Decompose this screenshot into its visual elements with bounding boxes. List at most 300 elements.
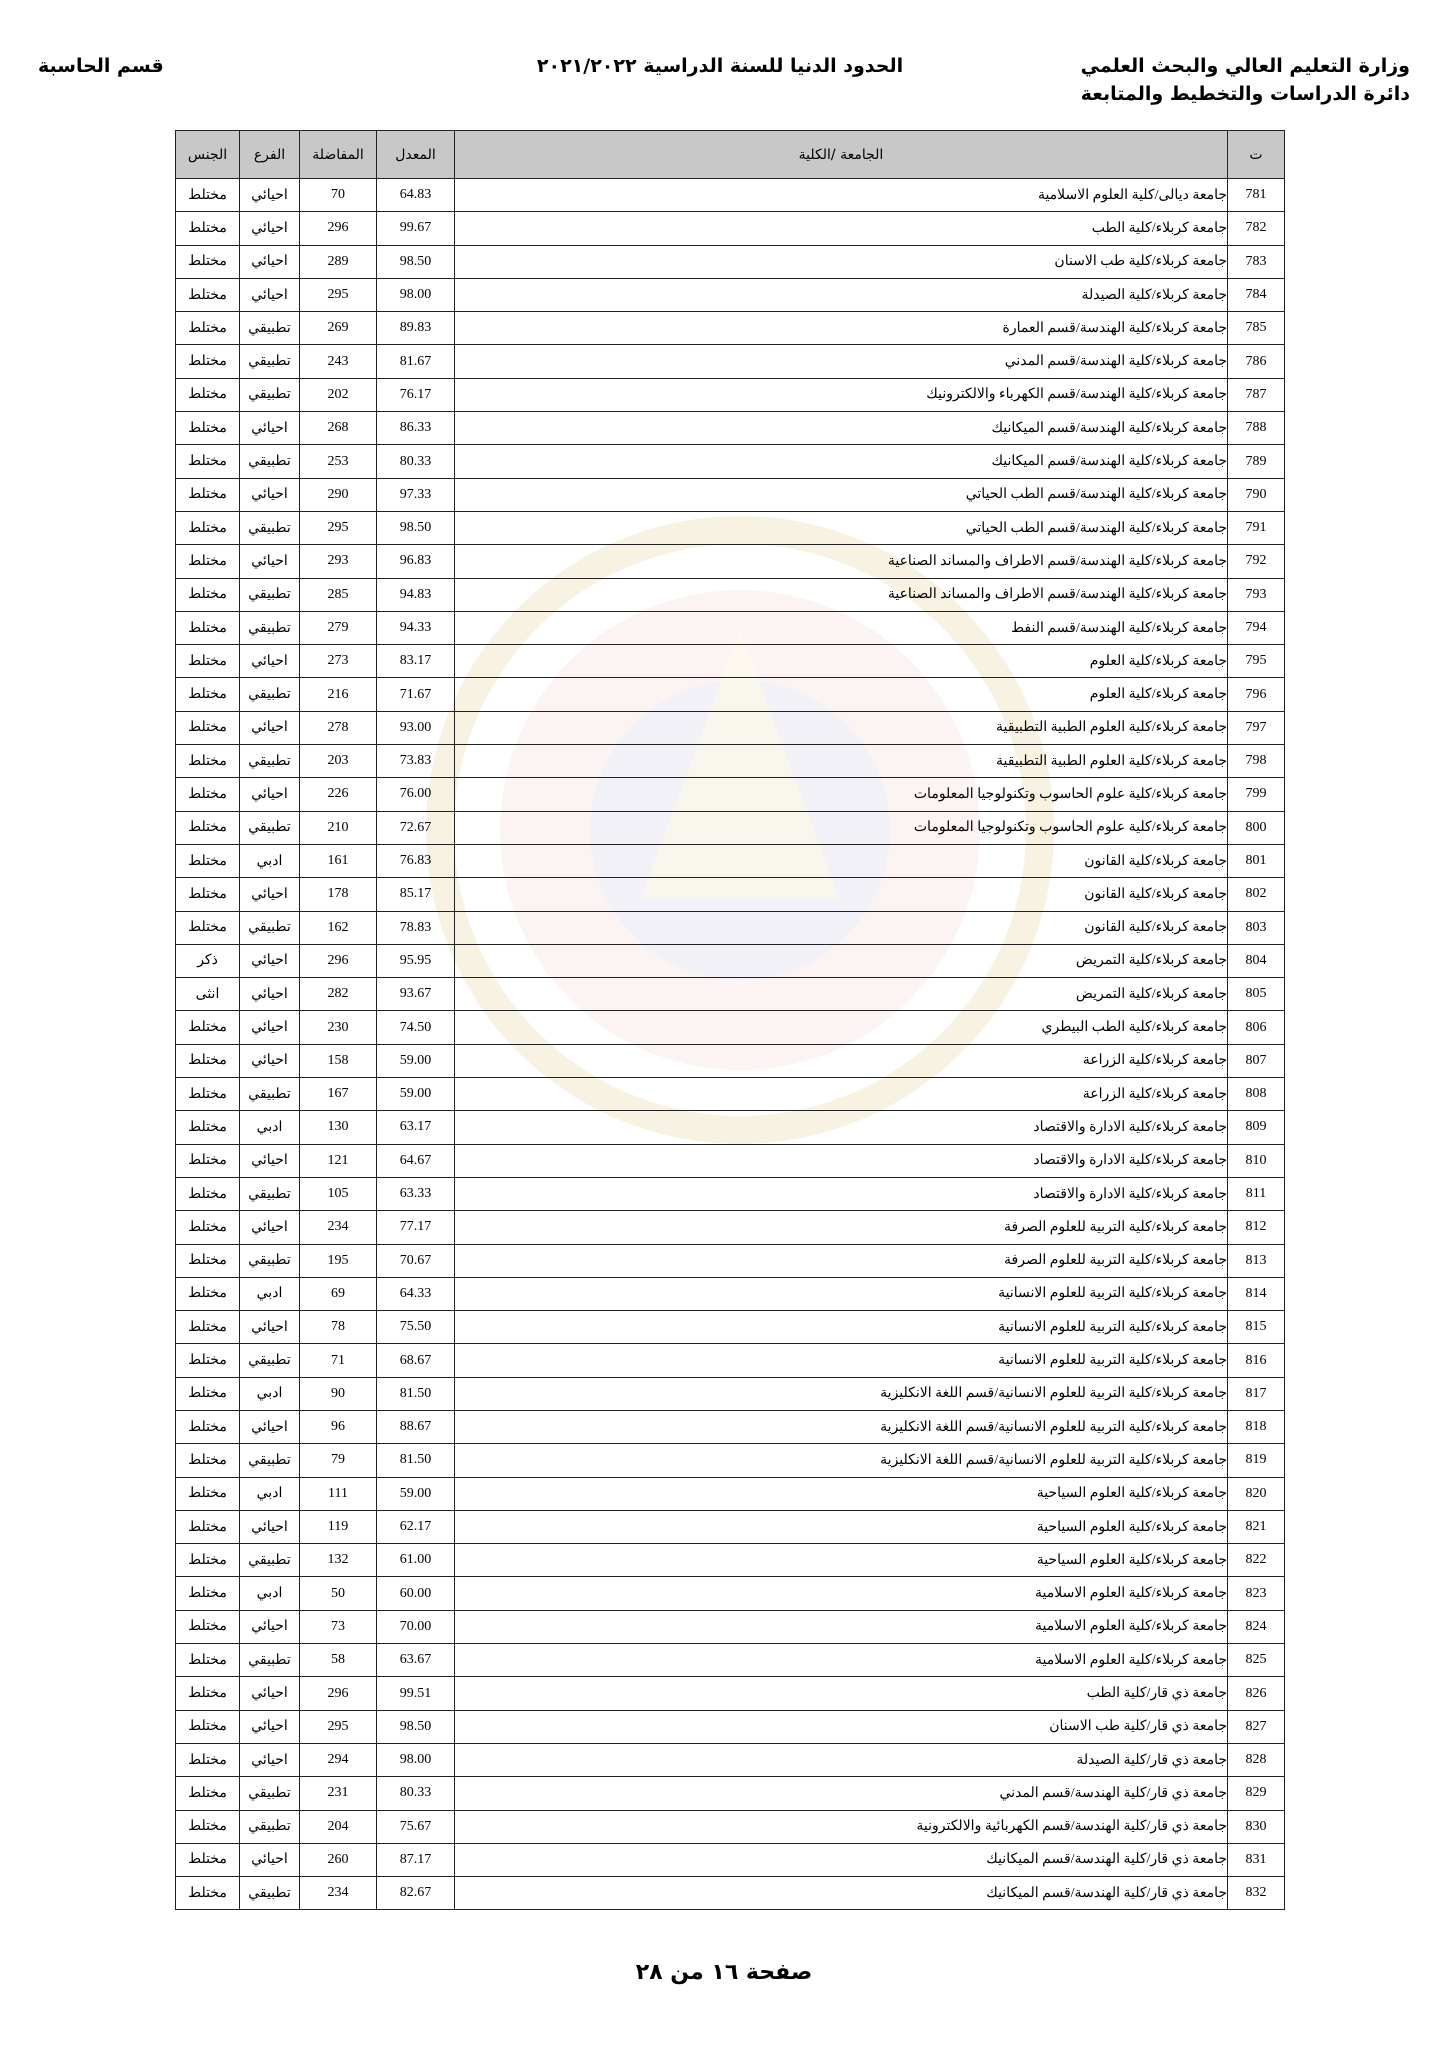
cell-num: 829 xyxy=(1228,1777,1285,1810)
table-row xyxy=(176,944,1285,977)
cell-branch: ادبي xyxy=(240,1277,300,1310)
cell-avg: 64.67 xyxy=(377,1144,455,1177)
table-row xyxy=(176,1277,1285,1310)
table-row xyxy=(176,844,1285,877)
cell-avg: 98.00 xyxy=(377,278,455,311)
table-row xyxy=(176,1577,1285,1610)
cell-avg: 98.00 xyxy=(377,1743,455,1776)
cell-branch: تطبيقي xyxy=(240,911,300,944)
cell-name: جامعة كربلاء/كلية العلوم الاسلامية xyxy=(455,1644,1228,1677)
department-name: دائرة الدراسات والتخطيط والمتابعة xyxy=(1080,83,1410,105)
cell-branch: تطبيقي xyxy=(240,445,300,478)
cell-branch: تطبيقي xyxy=(240,1444,300,1477)
cell-name: جامعة كربلاء/كلية الهندسة/قسم المدني xyxy=(455,345,1228,378)
cell-branch: ادبي xyxy=(240,1377,300,1410)
cell-num: 823 xyxy=(1228,1577,1285,1610)
cell-name: جامعة كربلاء/كلية التربية للعلوم الانسانية xyxy=(455,1311,1228,1344)
cell-gender: مختلط xyxy=(176,1277,240,1310)
table-row xyxy=(176,1311,1285,1344)
ministry-header xyxy=(990,52,1410,108)
cell-pref: 269 xyxy=(300,312,377,345)
cell-avg: 63.17 xyxy=(377,1111,455,1144)
cell-gender: مختلط xyxy=(176,412,240,445)
col-header-gender: الجنس xyxy=(176,131,240,179)
section-label xyxy=(38,52,238,80)
table-row xyxy=(176,445,1285,478)
cell-pref: 69 xyxy=(300,1277,377,1310)
table-row xyxy=(176,1477,1285,1510)
cell-name: جامعة كربلاء/كلية العلوم xyxy=(455,645,1228,678)
cell-branch: تطبيقي xyxy=(240,511,300,544)
table-row xyxy=(176,312,1285,345)
cell-pref: 162 xyxy=(300,911,377,944)
table-row xyxy=(176,1144,1285,1177)
cell-pref: 70 xyxy=(300,179,377,212)
cell-num: 802 xyxy=(1228,878,1285,911)
cell-pref: 178 xyxy=(300,878,377,911)
cell-pref: 132 xyxy=(300,1544,377,1577)
cell-gender: مختلط xyxy=(176,245,240,278)
cell-pref: 203 xyxy=(300,745,377,778)
cell-num: 813 xyxy=(1228,1244,1285,1277)
cell-num: 784 xyxy=(1228,278,1285,311)
cell-num: 797 xyxy=(1228,711,1285,744)
cell-gender: مختلط xyxy=(176,1743,240,1776)
cell-gender: مختلط xyxy=(176,745,240,778)
cell-gender: مختلط xyxy=(176,1344,240,1377)
cell-branch: تطبيقي xyxy=(240,678,300,711)
cell-name: جامعة ذي قار/كلية الهندسة/قسم الميكانيك xyxy=(455,1877,1228,1910)
cell-pref: 234 xyxy=(300,1877,377,1910)
cell-avg: 94.83 xyxy=(377,578,455,611)
cell-branch: تطبيقي xyxy=(240,1177,300,1210)
cell-pref: 204 xyxy=(300,1810,377,1843)
cell-branch: احيائي xyxy=(240,1410,300,1443)
cell-name: جامعة ذي قار/كلية الهندسة/قسم المدني xyxy=(455,1777,1228,1810)
cell-name: جامعة كربلاء/كلية الطب البيطري xyxy=(455,1011,1228,1044)
table-row xyxy=(176,811,1285,844)
cell-pref: 130 xyxy=(300,1111,377,1144)
cell-pref: 268 xyxy=(300,412,377,445)
cell-gender: مختلط xyxy=(176,1677,240,1710)
cell-num: 808 xyxy=(1228,1078,1285,1111)
cell-num: 794 xyxy=(1228,611,1285,644)
cell-gender: مختلط xyxy=(176,578,240,611)
cell-num: 828 xyxy=(1228,1743,1285,1776)
cell-pref: 111 xyxy=(300,1477,377,1510)
cell-num: 818 xyxy=(1228,1410,1285,1443)
table-row xyxy=(176,378,1285,411)
cell-name: جامعة كربلاء/كلية القانون xyxy=(455,911,1228,944)
table-row xyxy=(176,1677,1285,1710)
cell-name: جامعة كربلاء/كلية العلوم الاسلامية xyxy=(455,1610,1228,1643)
table-row xyxy=(176,478,1285,511)
cell-pref: 73 xyxy=(300,1610,377,1643)
table-row xyxy=(176,412,1285,445)
cell-avg: 77.17 xyxy=(377,1211,455,1244)
table-row xyxy=(176,1810,1285,1843)
cell-avg: 76.17 xyxy=(377,378,455,411)
table-row xyxy=(176,179,1285,212)
cell-pref: 293 xyxy=(300,545,377,578)
table-row xyxy=(176,1044,1285,1077)
cell-branch: ادبي xyxy=(240,1477,300,1510)
cell-name: جامعة كربلاء/كلية الطب xyxy=(455,212,1228,245)
cell-pref: 243 xyxy=(300,345,377,378)
cell-gender: مختلط xyxy=(176,811,240,844)
cell-name: جامعة كربلاء/كلية العلوم xyxy=(455,678,1228,711)
cell-pref: 282 xyxy=(300,978,377,1011)
cell-gender: مختلط xyxy=(176,378,240,411)
cell-branch: احيائي xyxy=(240,212,300,245)
cell-pref: 58 xyxy=(300,1644,377,1677)
cell-branch: تطبيقي xyxy=(240,345,300,378)
cell-name: جامعة ذي قار/كلية الطب xyxy=(455,1677,1228,1710)
document-title: الحدود الدنيا للسنة الدراسية ٢٠٢١/٢٠٢٢ xyxy=(536,55,904,77)
cell-name: جامعة كربلاء/كلية الهندسة/قسم الاطراف والمساند الصناعية xyxy=(455,578,1228,611)
cell-num: 807 xyxy=(1228,1044,1285,1077)
cell-num: 806 xyxy=(1228,1011,1285,1044)
cell-gender: مختلط xyxy=(176,1444,240,1477)
cell-pref: 295 xyxy=(300,278,377,311)
cell-num: 826 xyxy=(1228,1677,1285,1710)
cell-num: 817 xyxy=(1228,1377,1285,1410)
cell-avg: 60.00 xyxy=(377,1577,455,1610)
cell-pref: 50 xyxy=(300,1577,377,1610)
cell-pref: 167 xyxy=(300,1078,377,1111)
cell-avg: 75.50 xyxy=(377,1311,455,1344)
page-number: صفحة ١٦ من ٢٨ xyxy=(635,1960,813,1985)
cell-num: 785 xyxy=(1228,312,1285,345)
cell-branch: تطبيقي xyxy=(240,1244,300,1277)
cell-name: جامعة ذي قار/كلية طب الاسنان xyxy=(455,1710,1228,1743)
cell-name: جامعة كربلاء/كلية الادارة والاقتصاد xyxy=(455,1177,1228,1210)
cell-branch: تطبيقي xyxy=(240,378,300,411)
cell-gender: مختلط xyxy=(176,212,240,245)
cell-branch: احيائي xyxy=(240,978,300,1011)
cell-name: جامعة كربلاء/كلية الزراعة xyxy=(455,1044,1228,1077)
cell-name: جامعة كربلاء/كلية الهندسة/قسم الطب الحياتي xyxy=(455,511,1228,544)
table-row xyxy=(176,1777,1285,1810)
cell-branch: تطبيقي xyxy=(240,1078,300,1111)
cell-gender: مختلط xyxy=(176,1078,240,1111)
table-row xyxy=(176,1011,1285,1044)
cell-avg: 78.83 xyxy=(377,911,455,944)
table-row xyxy=(176,1211,1285,1244)
cell-num: 787 xyxy=(1228,378,1285,411)
cell-num: 824 xyxy=(1228,1610,1285,1643)
cell-name: جامعة كربلاء/كلية الصيدلة xyxy=(455,278,1228,311)
cell-pref: 285 xyxy=(300,578,377,611)
cell-pref: 195 xyxy=(300,1244,377,1277)
cell-gender: انثى xyxy=(176,978,240,1011)
cell-name: جامعة كربلاء/كلية القانون xyxy=(455,844,1228,877)
cell-name: جامعة كربلاء/كلية الهندسة/قسم الاطراف والمساند الصناعية xyxy=(455,545,1228,578)
cell-name: جامعة كربلاء/كلية العلوم الاسلامية xyxy=(455,1577,1228,1610)
cell-branch: ادبي xyxy=(240,1577,300,1610)
table-row xyxy=(176,245,1285,278)
table-row xyxy=(176,1843,1285,1876)
cell-avg: 82.67 xyxy=(377,1877,455,1910)
cell-num: 798 xyxy=(1228,745,1285,778)
cell-num: 832 xyxy=(1228,1877,1285,1910)
cell-num: 782 xyxy=(1228,212,1285,245)
cell-avg: 59.00 xyxy=(377,1078,455,1111)
cell-branch: احيائي xyxy=(240,1743,300,1776)
cell-avg: 81.67 xyxy=(377,345,455,378)
cell-num: 811 xyxy=(1228,1177,1285,1210)
cell-pref: 231 xyxy=(300,1777,377,1810)
cell-num: 795 xyxy=(1228,645,1285,678)
cell-avg: 72.67 xyxy=(377,811,455,844)
cell-num: 827 xyxy=(1228,1710,1285,1743)
table-row xyxy=(176,1078,1285,1111)
cell-branch: تطبيقي xyxy=(240,578,300,611)
cell-branch: احيائي xyxy=(240,1311,300,1344)
cell-avg: 76.83 xyxy=(377,844,455,877)
table-row xyxy=(176,1510,1285,1543)
cell-avg: 64.33 xyxy=(377,1277,455,1310)
cell-name: جامعة كربلاء/كلية الهندسة/قسم الميكانيك xyxy=(455,412,1228,445)
cell-branch: تطبيقي xyxy=(240,1644,300,1677)
cell-name: جامعة كربلاء/كلية التربية للعلوم الانسانية xyxy=(455,1277,1228,1310)
cell-avg: 63.33 xyxy=(377,1177,455,1210)
cell-num: 816 xyxy=(1228,1344,1285,1377)
cell-num: 803 xyxy=(1228,911,1285,944)
cell-gender: مختلط xyxy=(176,1044,240,1077)
cell-avg: 85.17 xyxy=(377,878,455,911)
cell-pref: 78 xyxy=(300,1311,377,1344)
cell-name: جامعة كربلاء/كلية الهندسة/قسم العمارة xyxy=(455,312,1228,345)
cell-branch: احيائي xyxy=(240,245,300,278)
cell-pref: 289 xyxy=(300,245,377,278)
table-row xyxy=(176,1743,1285,1776)
cell-branch: تطبيقي xyxy=(240,1810,300,1843)
cell-branch: احيائي xyxy=(240,545,300,578)
cell-gender: مختلط xyxy=(176,1111,240,1144)
table-row xyxy=(176,1710,1285,1743)
cell-gender: مختلط xyxy=(176,1410,240,1443)
cell-avg: 75.67 xyxy=(377,1810,455,1843)
cell-num: 819 xyxy=(1228,1444,1285,1477)
cell-branch: احيائي xyxy=(240,412,300,445)
cell-name: جامعة ديالى/كلية العلوم الاسلامية xyxy=(455,179,1228,212)
col-header-avg: المعدل xyxy=(377,131,455,179)
cell-name: جامعة كربلاء/كلية الزراعة xyxy=(455,1078,1228,1111)
table-row xyxy=(176,1410,1285,1443)
cell-name: جامعة كربلاء/كلية الهندسة/قسم الكهرباء والالكترونيك xyxy=(455,378,1228,411)
cell-avg: 81.50 xyxy=(377,1377,455,1410)
cell-name: جامعة كربلاء/كلية العلوم السياحية xyxy=(455,1477,1228,1510)
cell-avg: 97.33 xyxy=(377,478,455,511)
cell-num: 783 xyxy=(1228,245,1285,278)
cell-num: 814 xyxy=(1228,1277,1285,1310)
cell-num: 804 xyxy=(1228,944,1285,977)
cell-gender: مختلط xyxy=(176,1577,240,1610)
cell-avg: 61.00 xyxy=(377,1544,455,1577)
cell-name: جامعة كربلاء/كلية العلوم السياحية xyxy=(455,1544,1228,1577)
cell-branch: ادبي xyxy=(240,844,300,877)
cell-avg: 70.00 xyxy=(377,1610,455,1643)
cell-num: 800 xyxy=(1228,811,1285,844)
cell-gender: مختلط xyxy=(176,1810,240,1843)
cell-pref: 105 xyxy=(300,1177,377,1210)
cell-pref: 210 xyxy=(300,811,377,844)
cell-name: جامعة كربلاء/كلية التربية للعلوم الصرفة xyxy=(455,1244,1228,1277)
table-row xyxy=(176,778,1285,811)
cell-gender: مختلط xyxy=(176,1710,240,1743)
cell-num: 831 xyxy=(1228,1843,1285,1876)
cell-pref: 202 xyxy=(300,378,377,411)
cell-gender: مختلط xyxy=(176,1777,240,1810)
cell-avg: 74.50 xyxy=(377,1011,455,1044)
cell-name: جامعة كربلاء/كلية الهندسة/قسم الطب الحياتي xyxy=(455,478,1228,511)
cell-branch: احيائي xyxy=(240,711,300,744)
cell-num: 789 xyxy=(1228,445,1285,478)
cell-avg: 76.00 xyxy=(377,778,455,811)
cell-num: 801 xyxy=(1228,844,1285,877)
cell-branch: احيائي xyxy=(240,1211,300,1244)
cell-name: جامعة كربلاء/كلية التمريض xyxy=(455,978,1228,1011)
cell-name: جامعة كربلاء/كلية الادارة والاقتصاد xyxy=(455,1144,1228,1177)
table-row xyxy=(176,1177,1285,1210)
cell-branch: احيائي xyxy=(240,1710,300,1743)
cell-pref: 234 xyxy=(300,1211,377,1244)
cell-pref: 226 xyxy=(300,778,377,811)
cell-gender: مختلط xyxy=(176,1843,240,1876)
table-body xyxy=(176,179,1285,1910)
cell-branch: احيائي xyxy=(240,1044,300,1077)
table-row xyxy=(176,212,1285,245)
cell-branch: احيائي xyxy=(240,1011,300,1044)
cell-gender: مختلط xyxy=(176,445,240,478)
cell-name: جامعة كربلاء/كلية التربية للعلوم الصرفة xyxy=(455,1211,1228,1244)
table-row xyxy=(176,1344,1285,1377)
cell-avg: 80.33 xyxy=(377,445,455,478)
table-row xyxy=(176,345,1285,378)
cell-name: جامعة كربلاء/كلية علوم الحاسوب وتكنولوجيا المعلومات xyxy=(455,811,1228,844)
cell-branch: تطبيقي xyxy=(240,1777,300,1810)
col-header-name: الجامعة /الكلية xyxy=(455,131,1228,179)
cell-pref: 79 xyxy=(300,1444,377,1477)
cell-avg: 99.67 xyxy=(377,212,455,245)
table-row xyxy=(176,511,1285,544)
table-row xyxy=(176,278,1285,311)
table-row xyxy=(176,878,1285,911)
cell-gender: مختلط xyxy=(176,1144,240,1177)
cell-num: 830 xyxy=(1228,1810,1285,1843)
cell-pref: 216 xyxy=(300,678,377,711)
cell-branch: احيائي xyxy=(240,878,300,911)
table-row xyxy=(176,1610,1285,1643)
cell-num: 799 xyxy=(1228,778,1285,811)
cell-name: جامعة ذي قار/كلية الهندسة/قسم الميكانيك xyxy=(455,1843,1228,1876)
cell-name: جامعة كربلاء/كلية علوم الحاسوب وتكنولوجيا المعلومات xyxy=(455,778,1228,811)
cell-branch: تطبيقي xyxy=(240,611,300,644)
cell-name: جامعة كربلاء/كلية الهندسة/قسم الميكانيك xyxy=(455,445,1228,478)
cell-avg: 73.83 xyxy=(377,745,455,778)
cell-branch: احيائي xyxy=(240,645,300,678)
cell-avg: 93.67 xyxy=(377,978,455,1011)
cell-branch: احيائي xyxy=(240,1610,300,1643)
cell-branch: احيائي xyxy=(240,1510,300,1543)
cell-branch: احيائي xyxy=(240,278,300,311)
cell-gender: مختلط xyxy=(176,1610,240,1643)
cell-pref: 230 xyxy=(300,1011,377,1044)
cell-branch: احيائي xyxy=(240,1677,300,1710)
cell-avg: 96.83 xyxy=(377,545,455,578)
cell-avg: 62.17 xyxy=(377,1510,455,1543)
cell-name: جامعة كربلاء/كلية طب الاسنان xyxy=(455,245,1228,278)
cell-pref: 296 xyxy=(300,212,377,245)
cell-num: 792 xyxy=(1228,545,1285,578)
cell-num: 790 xyxy=(1228,478,1285,511)
cell-avg: 68.67 xyxy=(377,1344,455,1377)
cell-name: جامعة كربلاء/كلية الادارة والاقتصاد xyxy=(455,1111,1228,1144)
cell-avg: 83.17 xyxy=(377,645,455,678)
cell-name: جامعة كربلاء/كلية التربية للعلوم الانسانية xyxy=(455,1344,1228,1377)
cell-num: 820 xyxy=(1228,1477,1285,1510)
table-row xyxy=(176,978,1285,1011)
cell-gender: مختلط xyxy=(176,1510,240,1543)
table-row xyxy=(176,1111,1285,1144)
cell-avg: 89.83 xyxy=(377,312,455,345)
cell-gender: مختلط xyxy=(176,844,240,877)
table-row xyxy=(176,545,1285,578)
cell-gender: مختلط xyxy=(176,511,240,544)
cell-num: 825 xyxy=(1228,1644,1285,1677)
cell-avg: 59.00 xyxy=(377,1477,455,1510)
cell-gender: مختلط xyxy=(176,1211,240,1244)
cell-name: جامعة كربلاء/كلية التربية للعلوم الانسانية/قسم اللغة الانكليزية xyxy=(455,1410,1228,1443)
cell-avg: 88.67 xyxy=(377,1410,455,1443)
cell-pref: 273 xyxy=(300,645,377,678)
cell-gender: مختلط xyxy=(176,478,240,511)
cell-pref: 158 xyxy=(300,1044,377,1077)
cell-avg: 71.67 xyxy=(377,678,455,711)
cell-gender: مختلط xyxy=(176,345,240,378)
cell-pref: 296 xyxy=(300,1677,377,1710)
cell-gender: مختلط xyxy=(176,312,240,345)
cell-pref: 121 xyxy=(300,1144,377,1177)
cell-gender: مختلط xyxy=(176,911,240,944)
cell-avg: 98.50 xyxy=(377,245,455,278)
cell-pref: 253 xyxy=(300,445,377,478)
cell-num: 793 xyxy=(1228,578,1285,611)
cell-gender: مختلط xyxy=(176,1311,240,1344)
cell-num: 810 xyxy=(1228,1144,1285,1177)
cell-num: 786 xyxy=(1228,345,1285,378)
cell-num: 822 xyxy=(1228,1544,1285,1577)
cell-gender: مختلط xyxy=(176,611,240,644)
cell-name: جامعة كربلاء/كلية الهندسة/قسم النفط xyxy=(455,611,1228,644)
cell-branch: احيائي xyxy=(240,478,300,511)
cell-avg: 86.33 xyxy=(377,412,455,445)
cell-avg: 98.50 xyxy=(377,1710,455,1743)
cell-pref: 161 xyxy=(300,844,377,877)
cell-branch: تطبيقي xyxy=(240,1544,300,1577)
cell-name: جامعة كربلاء/كلية التربية للعلوم الانسانية/قسم اللغة الانكليزية xyxy=(455,1377,1228,1410)
cell-branch: احيائي xyxy=(240,778,300,811)
table-row xyxy=(176,611,1285,644)
cell-name: جامعة ذي قار/كلية الهندسة/قسم الكهربائية والالكترونية xyxy=(455,1810,1228,1843)
cell-gender: مختلط xyxy=(176,711,240,744)
cell-gender: مختلط xyxy=(176,1877,240,1910)
cell-branch: احيائي xyxy=(240,1843,300,1876)
table-row xyxy=(176,645,1285,678)
cell-gender: مختلط xyxy=(176,278,240,311)
cell-gender: مختلط xyxy=(176,1177,240,1210)
